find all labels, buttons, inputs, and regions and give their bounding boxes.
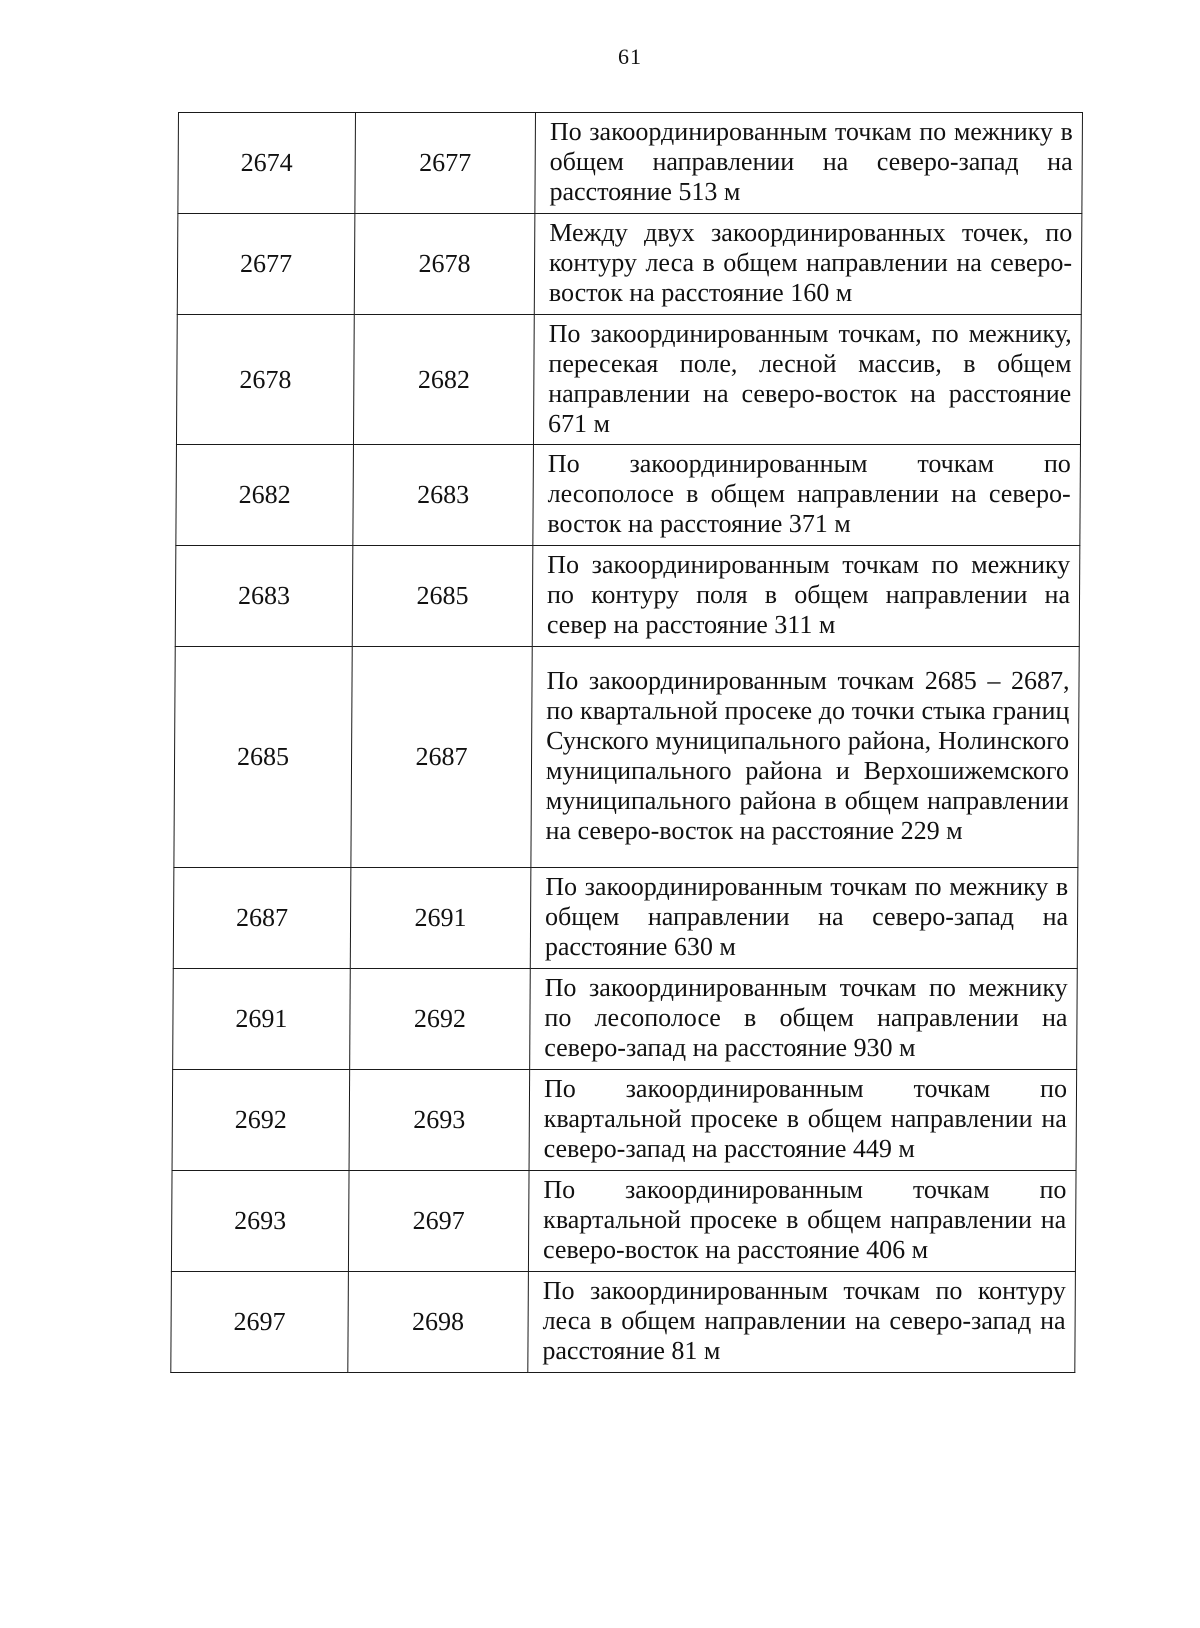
table-row <box>178 113 1083 214</box>
table-row <box>175 546 1080 647</box>
from-point-cell: 2693 <box>171 1171 349 1272</box>
from-point-cell: 2674 <box>178 113 356 214</box>
from-point-cell: 2683 <box>175 546 353 647</box>
from-point-cell: 2682 <box>176 445 354 546</box>
description-cell: По закоординированным точкам 2685 – 2687, по квартальной просеке до точки стыка границ Сунского муниципального района, Нолинского муниципального района и Верхошижемского муниципального района в общем направлении на северо-восток на расстояние 229 м <box>531 647 1079 868</box>
boundary-table <box>170 112 1083 1373</box>
table-row <box>177 214 1082 315</box>
description-cell: По закоординированным точкам, по межнику, пересекая поле, лесной массив, в общем направлении на северо-восток на расстояние 671 м <box>533 315 1081 445</box>
table-row <box>172 1070 1077 1171</box>
table-row <box>173 969 1078 1070</box>
to-point-cell: 2677 <box>355 113 536 214</box>
to-point-cell: 2682 <box>353 315 534 445</box>
to-point-cell: 2683 <box>353 445 534 546</box>
to-point-cell: 2678 <box>354 214 535 315</box>
from-point-cell: 2687 <box>173 868 351 969</box>
from-point-cell: 2691 <box>173 969 351 1070</box>
table-row <box>171 1272 1076 1373</box>
table-row <box>176 445 1081 546</box>
to-point-cell: 2687 <box>351 647 532 868</box>
to-point-cell: 2685 <box>352 546 533 647</box>
page-number: 61 <box>618 44 642 69</box>
description-cell: По закоординированным точкам по квартальной просеке в общем направлении на северо-запад на расстояние 449 м <box>529 1070 1077 1171</box>
boundary-table-container <box>170 112 1082 1373</box>
from-point-cell: 2677 <box>177 214 355 315</box>
table-row <box>174 647 1079 868</box>
from-point-cell: 2692 <box>172 1070 350 1171</box>
to-point-cell: 2693 <box>349 1070 530 1171</box>
from-point-cell: 2678 <box>176 315 354 445</box>
from-point-cell: 2697 <box>171 1272 349 1373</box>
description-cell: Между двух закоординированных точек, по контуру леса в общем направлении на северо-восток на расстояние 160 м <box>534 214 1082 315</box>
from-point-cell: 2685 <box>174 647 352 868</box>
description-cell: По закоординированным точкам по межнику по лесополосе в общем направлении на северо-запад на расстояние 930 м <box>530 969 1078 1070</box>
table-row <box>171 1171 1076 1272</box>
description-cell: По закоординированным точкам по межнику в общем направлении на северо-запад на расстояние 630 м <box>530 868 1078 969</box>
description-cell: По закоординированным точкам по контуру леса в общем направлении на северо-запад на расстояние 81 м <box>528 1272 1076 1373</box>
description-cell: По закоординированным точкам по межнику в общем направлении на северо-запад на расстояние 513 м <box>535 113 1083 214</box>
to-point-cell: 2692 <box>350 969 531 1070</box>
to-point-cell: 2698 <box>348 1272 529 1373</box>
table-row <box>176 315 1081 445</box>
description-cell: По закоординированным точкам по межнику по контуру поля в общем направлении на север на расстояние 311 м <box>532 546 1080 647</box>
to-point-cell: 2697 <box>348 1171 529 1272</box>
to-point-cell: 2691 <box>350 868 531 969</box>
description-cell: По закоординированным точкам по лесополосе в общем направлении на северо-восток на расстояние 371 м <box>533 445 1081 546</box>
table-row <box>173 868 1078 969</box>
table-body <box>171 113 1083 1373</box>
description-cell: По закоординированным точкам по квартальной просеке в общем направлении на северо-восток на расстояние 406 м <box>528 1171 1076 1272</box>
